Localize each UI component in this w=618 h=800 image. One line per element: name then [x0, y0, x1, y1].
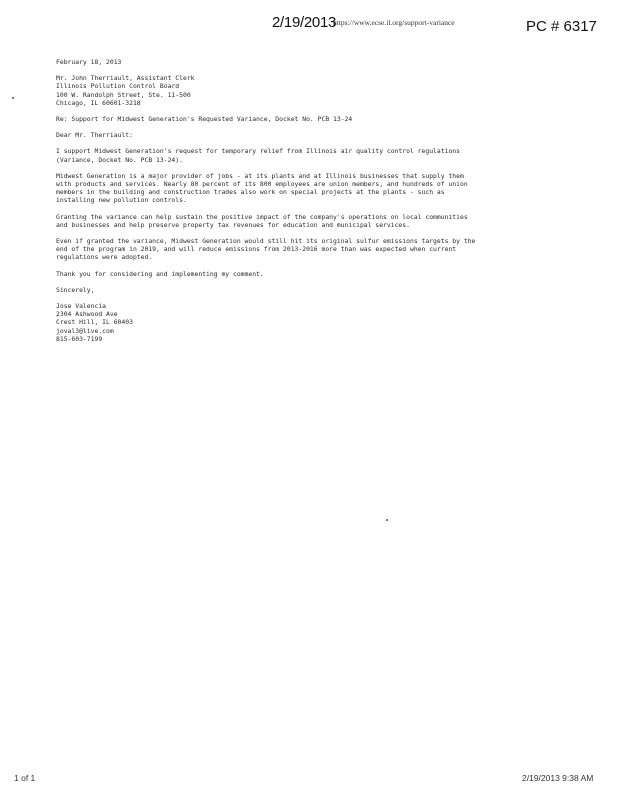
signature-line: joval3@live.com — [56, 326, 114, 335]
paragraph-line: Even if granted the variance, Midwest Generation would still hit its original sulfur emissions targets by the — [56, 237, 476, 246]
pc-number: PC # 6317 — [526, 18, 597, 35]
paragraph-line: members in the building and construction trades also work on special projects at the plants - such as — [56, 188, 445, 197]
paragraph-line: (Variance, Docket No. PCB 13-24). — [56, 155, 183, 164]
source-url: https://www.ecse.il.org/support-variance — [333, 18, 455, 27]
paragraph-line: with products and services. Nearly 80 percent of its 800 employees are union members, and hundreds of union — [56, 180, 468, 189]
paragraph — [56, 172, 556, 205]
signature-line: Crest Hill, IL 60403 — [56, 318, 133, 327]
scan-speck — [386, 519, 388, 521]
subject-line: Re: Support for Midwest Generation's Requested Variance, Docket No. PCB 13-24 — [56, 115, 353, 124]
paragraph — [56, 147, 556, 163]
recipient-line: Illinois Pollution Control Board — [56, 82, 180, 91]
paragraph — [56, 213, 556, 229]
paragraph-line: I support Midwest Generation's request for temporary relief from Illinois air quality control regulations — [56, 147, 460, 156]
paragraph-line: Midwest Generation is a major provider of jobs - at its plants and at Illinois businesses that supply them — [56, 171, 464, 180]
paragraph-line: Granting the variance can help sustain the positive impact of the company's operations on local communities — [56, 212, 468, 221]
recipient-line: Chicago, IL 60601-3218 — [56, 98, 141, 107]
scan-speck — [12, 97, 14, 99]
letter-date: February 18, 2013 — [56, 58, 122, 66]
signature-line: 2304 Ashwood Ave — [56, 310, 118, 319]
recipient-line: 100 W. Randolph Street, Ste. 11-500 — [56, 90, 191, 99]
paragraph — [56, 270, 556, 278]
paragraph — [56, 237, 556, 262]
salutation: Dear Mr. Therriault: — [56, 131, 133, 140]
letter-body — [56, 58, 556, 343]
signature-block — [56, 302, 556, 343]
signature-line: Jose Valencia — [56, 302, 107, 311]
paragraph-line: installing new pollution controls. — [56, 196, 187, 205]
recipient-line: Mr. John Therriault, Assistant Clerk — [56, 74, 195, 83]
paragraph-line: Thank you for considering and implementing my comment. — [56, 269, 264, 278]
paragraph-line: regulations were adopted. — [56, 253, 153, 262]
paragraph-line: end of the program in 2019, and will reduce emissions from 2013-2016 more than was expected when current — [56, 245, 457, 254]
print-datetime: 2/19/2013 9:38 AM — [522, 773, 594, 783]
page-count: 1 of 1 — [14, 773, 36, 783]
date-stamp: 2/19/2013 — [272, 14, 337, 31]
paragraph-line: and businesses and help preserve property tax revenues for education and municipal services. — [56, 220, 410, 229]
closing: Sincerely, — [56, 285, 95, 294]
recipient-block — [56, 74, 556, 107]
signature-line: 815-603-7199 — [56, 334, 103, 343]
